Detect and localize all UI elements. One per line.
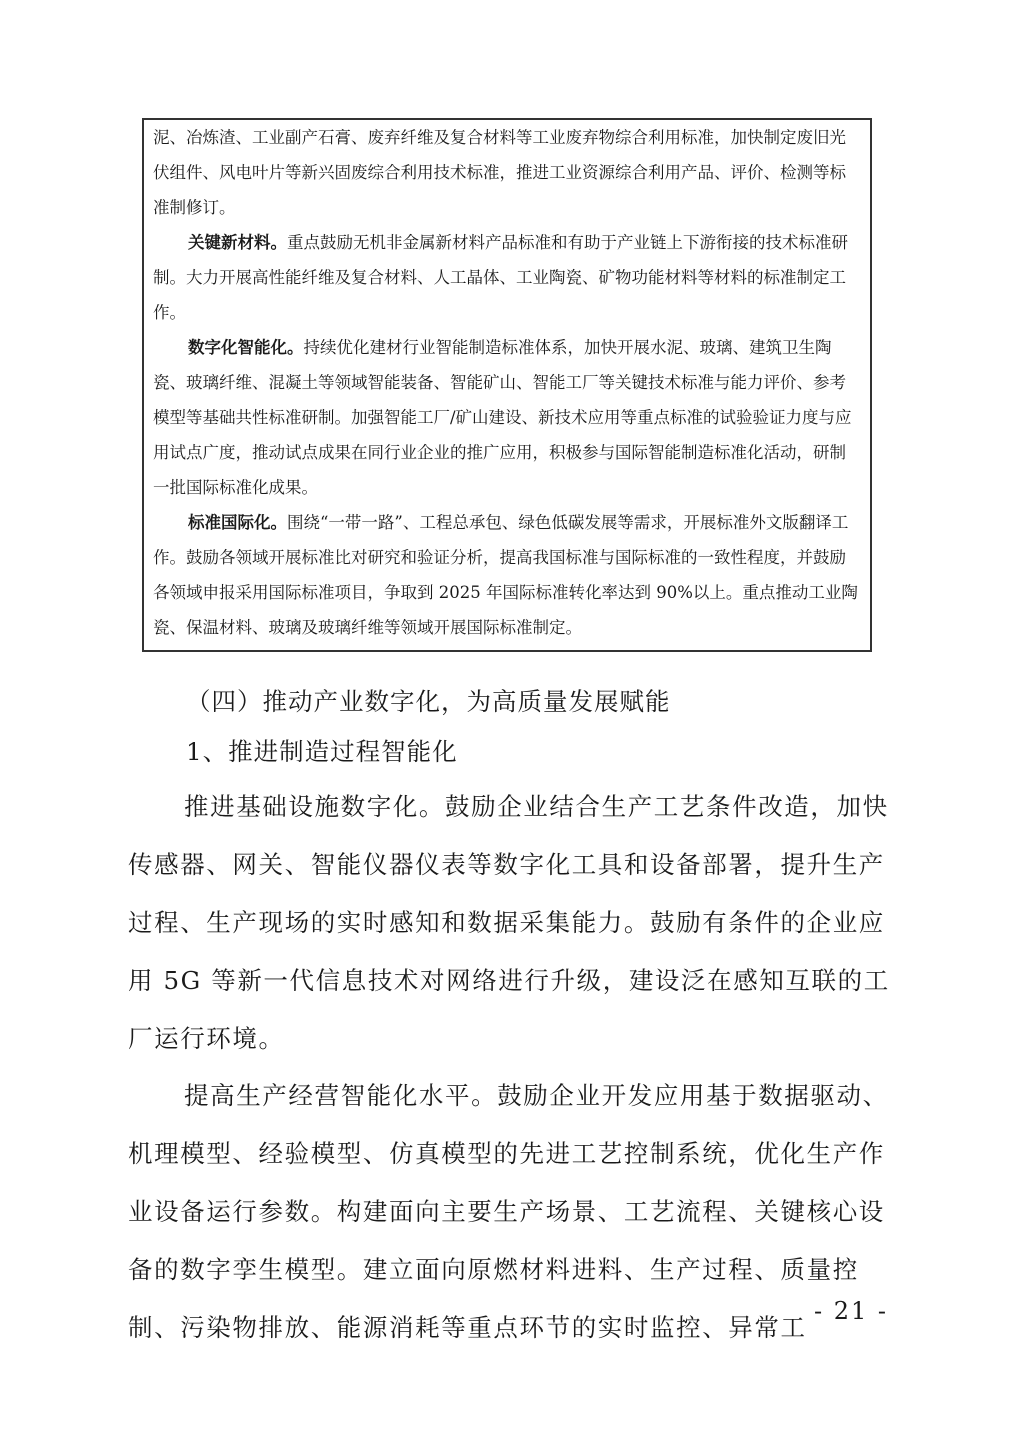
paragraph-text: 提高生产经营智能化水平。鼓励企业开发应用基于数据驱动、机理模型、经验模型、仿真模型的先进工艺控制系统，优化生产作业设备运行参数。构建面向主要生产场景、工艺流程、关键核心设备的数字孪生模型。建立面向原燃材料进料、生产过程、质量控制、污染物排放、能源消耗等重点环节的实时监控、异常工 <box>128 1081 889 1342</box>
subsection-heading: 1、推进制造过程智能化 <box>186 737 458 766</box>
box-item-text: 重点鼓励无机非金属新材料产品标准和有助于产业链上下游衔接的技术标准研制。大力开展高性能纤维及复合材料、人工晶体、工业陶瓷、矿物功能材料等材料的标准制定工作。 <box>153 233 848 322</box>
box-item-new-materials <box>153 225 858 330</box>
section-heading: （四）推动产业数字化，为高质量发展赋能 <box>186 687 671 716</box>
box-item-digital-intelligence <box>153 330 858 505</box>
page-number: - 21 - <box>813 1297 888 1325</box>
box-item-lead: 关键新材料。 <box>188 233 287 252</box>
box-item-lead: 标准国际化。 <box>188 513 287 532</box>
box-item-internationalization <box>153 505 858 645</box>
paragraph-text: 推进基础设施数字化。鼓励企业结合生产工艺条件改造，加快传感器、网关、智能仪器仪表等数字化工具和设备部署，提升生产过程、生产现场的实时感知和数据采集能力。鼓励有条件的企业应用 5G 等新一代信息技术对网络进行升级，建设泛在感知互联的工厂运行环境。 <box>128 792 890 1053</box>
body-paragraph-infrastructure <box>128 778 890 1068</box>
box-item-text: 持续优化建材行业智能制造标准体系，加快开展水泥、玻璃、建筑卫生陶瓷、玻璃纤维、混凝土等领域智能装备、智能矿山、智能工厂等关键技术标准与能力评价、参考模型等基础共性标准研制。加强智能工厂/矿山建设、新技术应用等重点标准的试验验证力度与应用试点广度，推动试点成果在同行业企业的推广应用，积极参与国际智能制造标准化活动，研制一批国际标准化成果。 <box>153 338 852 497</box>
body-paragraph-production <box>128 1067 890 1357</box>
box-continuation-text: 泥、冶炼渣、工业副产石膏、废弃纤维及复合材料等工业废弃物综合利用标准，加快制定废旧光伏组件、风电叶片等新兴固废综合利用技术标准，推进工业资源综合利用产品、评价、检测等标准制修订。 <box>153 128 846 217</box>
box-item-lead: 数字化智能化。 <box>188 338 304 357</box>
standards-box <box>142 118 872 652</box>
box-item-text: 围绕“一带一路”、工程总承包、绿色低碳发展等需求，开展标准外文版翻译工作。鼓励各领域开展标准比对研究和验证分析，提高我国标准与国际标准的一致性程度，并鼓励各领域申报采用国际标准项目，争取到 2025 年国际标准转化率达到 90%以上。重点推动工业陶瓷、保温材料、玻璃及玻璃纤维等领域开展国际标准制定。 <box>153 513 858 637</box>
